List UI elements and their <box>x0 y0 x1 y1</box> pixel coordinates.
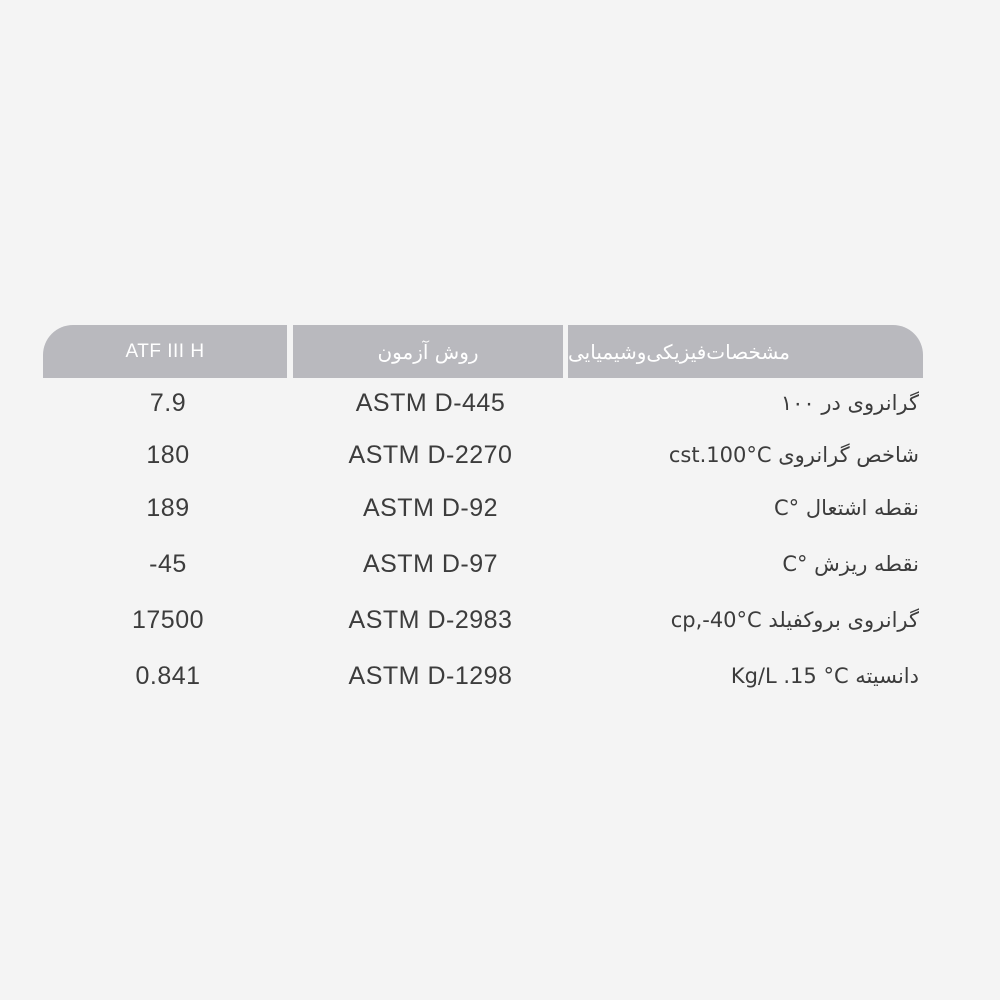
header-property: مشخصات‌فیزیکی‌وشیمیایی <box>568 325 923 378</box>
table-row <box>43 656 923 696</box>
product-value: -45 <box>149 549 187 578</box>
property-name: نقطه ریزش °C <box>782 552 919 576</box>
product-value: 189 <box>146 493 190 522</box>
property-name: گرانروی در ۱۰۰ <box>780 391 919 415</box>
header-product: ATF III H <box>43 325 287 378</box>
product-value: 180 <box>146 440 190 469</box>
table-header <box>43 325 923 378</box>
product-value: 0.841 <box>135 661 201 690</box>
test-method: ASTM D-2983 <box>348 605 513 634</box>
property-name: نقطه اشتعال °C <box>773 496 919 520</box>
test-method: ASTM D-97 <box>362 549 499 578</box>
spec-table <box>43 325 923 690</box>
table-row <box>43 544 923 584</box>
table-row <box>43 383 923 423</box>
product-value: 17500 <box>131 605 205 634</box>
test-method: ASTM D-445 <box>355 388 506 417</box>
test-method: ASTM D-92 <box>362 493 499 522</box>
product-value: 7.9 <box>149 388 187 417</box>
header-test-method: روش آزمون <box>293 325 563 378</box>
property-name: گرانروی بروکفیلد cp,-40°C <box>670 608 919 632</box>
test-method: ASTM D-1298 <box>348 661 513 690</box>
table-row <box>43 600 923 640</box>
property-name: شاخص گرانروی cst.100°C <box>668 443 919 467</box>
test-method: ASTM D-2270 <box>348 440 513 469</box>
property-name: دانسیته Kg/L .15 °C <box>730 664 919 688</box>
table-row <box>43 488 923 528</box>
table-row <box>43 435 923 475</box>
